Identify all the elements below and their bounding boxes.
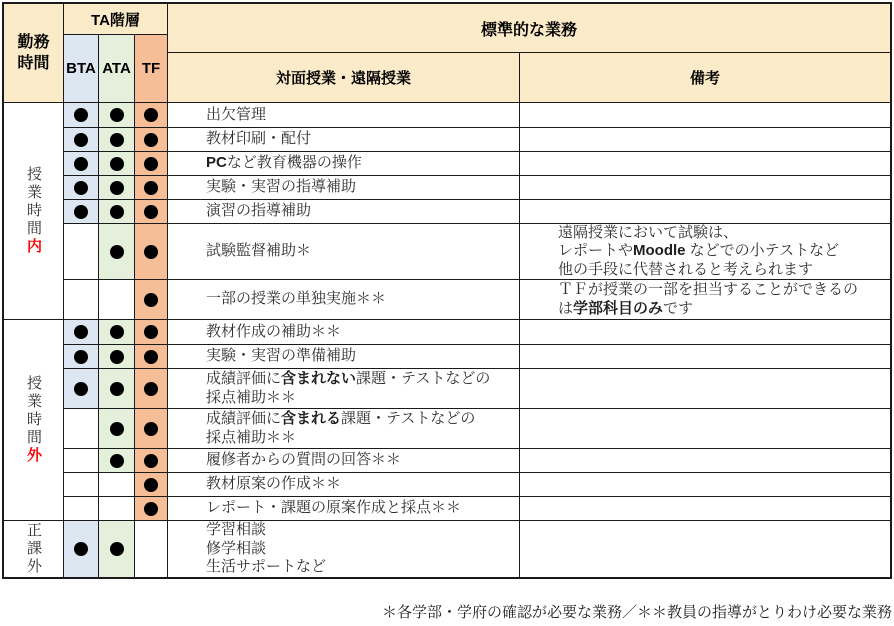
dot-marker <box>74 108 88 122</box>
text-segment: 採点補助＊＊ <box>206 428 297 446</box>
level-cell-tf <box>135 176 168 199</box>
remark-cell <box>520 497 890 520</box>
text-segment: 教材作成の補助＊＊ <box>206 322 342 340</box>
duty-row <box>64 223 890 279</box>
level-cell-tf <box>135 369 168 408</box>
work-time-header <box>4 4 64 102</box>
task-line <box>206 429 513 448</box>
text-segment: 正課外 <box>25 522 42 576</box>
level-cell-bta <box>64 280 99 319</box>
level-header-bta: BTA <box>64 35 99 102</box>
text-segment: 他の手段に代替されると考えられます <box>558 260 814 278</box>
footnote: ＊各学部・学府の確認が必要な業務／＊＊教員の指導がとりわけ必要な業務 <box>381 604 892 621</box>
remark-cell <box>520 200 890 223</box>
standard-duties-block <box>168 4 890 102</box>
dot-marker <box>144 157 158 171</box>
level-cell-tf <box>135 521 168 577</box>
level-cell-bta <box>64 409 99 448</box>
text-segment: 学習相談 <box>206 521 267 539</box>
task-cell <box>168 473 520 496</box>
remark-line <box>558 261 884 280</box>
text-segment: 外 <box>25 447 42 465</box>
remark-cell <box>520 152 890 175</box>
duty-row <box>64 344 890 368</box>
task-line <box>206 389 513 408</box>
level-cell-ata <box>99 224 135 279</box>
dot-marker <box>144 133 158 147</box>
level-cell-tf <box>135 224 168 279</box>
task-line <box>206 106 513 125</box>
level-cell-tf <box>135 320 168 344</box>
level-cell-bta <box>64 152 99 175</box>
ta-level-headers <box>64 35 168 102</box>
dot-marker <box>74 382 88 396</box>
dot-marker <box>110 382 124 396</box>
task-cell <box>168 128 520 151</box>
task-line <box>206 558 513 577</box>
duty-group <box>4 520 890 577</box>
remark-line <box>558 281 884 300</box>
task-line <box>206 499 513 518</box>
standard-duties-header: 標準的な業務 <box>168 4 890 53</box>
dot-marker <box>144 325 158 339</box>
task-cell <box>168 409 520 448</box>
dot-marker <box>110 245 124 259</box>
level-cell-bta <box>64 320 99 344</box>
group-rows <box>64 320 890 520</box>
dot-marker <box>74 542 88 556</box>
dot-marker <box>144 382 158 396</box>
level-cell-bta <box>64 224 99 279</box>
dot-marker <box>74 157 88 171</box>
dot-marker <box>110 181 124 195</box>
dot-marker <box>110 350 124 364</box>
task-cell <box>168 449 520 472</box>
table-body <box>4 103 890 577</box>
duty-row <box>64 175 890 199</box>
task-line <box>206 290 513 309</box>
remark-line <box>558 224 884 243</box>
remark-cell <box>520 128 890 151</box>
duty-row <box>64 472 890 496</box>
table-header <box>4 4 890 103</box>
remark-cell <box>520 409 890 448</box>
duty-row <box>64 368 890 408</box>
level-cell-tf <box>135 345 168 368</box>
text-segment: 修学相談 <box>206 539 267 557</box>
ta-hierarchy-header: TA階層 <box>64 4 168 35</box>
dot-marker <box>144 422 158 436</box>
task-line <box>206 178 513 197</box>
ta-duties-table <box>2 2 892 579</box>
duty-row <box>64 103 890 127</box>
level-cell-tf <box>135 152 168 175</box>
level-cell-bta <box>64 497 99 520</box>
text-segment: 一部の授業の単独実施＊＊ <box>206 290 387 308</box>
level-cell-ata <box>99 280 135 319</box>
duty-row <box>64 320 890 344</box>
text-segment: 演習の指導補助 <box>206 202 312 220</box>
text-segment: レポート・課題の原案作成と採点＊＊ <box>206 499 462 517</box>
remark-cell <box>520 224 890 279</box>
text-segment: PC <box>206 154 227 172</box>
group-label <box>4 103 64 319</box>
dot-marker <box>144 350 158 364</box>
duty-row <box>64 448 890 472</box>
level-cell-tf <box>135 200 168 223</box>
dot-marker <box>110 542 124 556</box>
level-cell-tf <box>135 280 168 319</box>
duty-row <box>64 151 890 175</box>
remark-line <box>558 242 884 261</box>
text-segment: レポートや <box>558 242 634 260</box>
level-cell-bta <box>64 176 99 199</box>
text-segment: は <box>558 299 574 317</box>
dot-marker <box>74 133 88 147</box>
dot-marker <box>144 181 158 195</box>
level-cell-tf <box>135 128 168 151</box>
text-segment: です <box>663 299 694 317</box>
task-cell <box>168 345 520 368</box>
duty-group <box>4 103 890 319</box>
text-segment: 内 <box>25 238 42 256</box>
level-cell-bta <box>64 345 99 368</box>
level-cell-ata <box>99 521 135 577</box>
text-segment: Moodle <box>633 242 686 260</box>
text-segment: 成績評価に <box>206 410 282 427</box>
remark-cell <box>520 369 890 408</box>
level-cell-ata <box>99 320 135 344</box>
level-cell-ata <box>99 152 135 175</box>
task-line <box>206 323 513 342</box>
level-cell-tf <box>135 409 168 448</box>
level-cell-ata <box>99 497 135 520</box>
task-cell <box>168 521 520 577</box>
dot-marker <box>144 205 158 219</box>
text-segment: 授業時間 <box>25 375 42 447</box>
ta-hierarchy-block <box>64 4 168 102</box>
level-cell-bta <box>64 521 99 577</box>
level-cell-ata <box>99 473 135 496</box>
task-line <box>206 370 513 389</box>
level-cell-ata <box>99 345 135 368</box>
remark-cell <box>520 280 890 319</box>
task-line <box>206 347 513 366</box>
remarks-column-header: 備考 <box>520 53 890 102</box>
duty-group <box>4 319 890 520</box>
dot-marker <box>74 325 88 339</box>
group-rows <box>64 521 890 577</box>
dot-marker <box>74 181 88 195</box>
task-line <box>206 202 513 221</box>
task-cell <box>168 176 520 199</box>
text-segment: ＴＦが授業の一部を担当することができるの <box>558 281 859 298</box>
task-cell <box>168 200 520 223</box>
task-cell <box>168 280 520 319</box>
task-cell <box>168 224 520 279</box>
duty-row <box>64 496 890 520</box>
duty-row <box>64 521 890 577</box>
level-cell-bta <box>64 103 99 127</box>
text-segment: 含まれる <box>281 410 342 427</box>
remark-cell <box>520 103 890 127</box>
remark-cell <box>520 320 890 344</box>
task-line <box>206 154 513 173</box>
remark-cell <box>520 473 890 496</box>
dot-marker <box>110 422 124 436</box>
level-cell-ata <box>99 409 135 448</box>
text-segment: 課題・テストなどの <box>341 410 476 427</box>
text-segment: 学部科目のみ <box>573 299 664 317</box>
level-header-ata: ATA <box>99 35 135 102</box>
remark-cell <box>520 345 890 368</box>
task-line <box>206 521 513 540</box>
level-cell-ata <box>99 176 135 199</box>
level-cell-ata <box>99 200 135 223</box>
level-cell-ata <box>99 128 135 151</box>
level-cell-bta <box>64 449 99 472</box>
dot-marker <box>110 454 124 468</box>
text-segment: など教育機器の操作 <box>226 154 362 172</box>
task-line <box>206 242 513 261</box>
dot-marker <box>144 245 158 259</box>
work-time-label-line1: 勤務 <box>17 34 50 51</box>
task-cell <box>168 369 520 408</box>
level-cell-ata <box>99 369 135 408</box>
dot-marker <box>110 325 124 339</box>
dot-marker <box>110 205 124 219</box>
text-segment: 教材原案の作成＊＊ <box>206 475 342 493</box>
level-cell-tf <box>135 497 168 520</box>
text-segment: 含まれない <box>281 370 357 387</box>
level-cell-bta <box>64 369 99 408</box>
remark-cell <box>520 449 890 472</box>
work-time-label-line2: 時間 <box>17 55 50 72</box>
level-cell-bta <box>64 200 99 223</box>
text-segment: 遠隔授業において試験は、 <box>558 223 739 241</box>
dot-marker <box>144 454 158 468</box>
duty-row <box>64 127 890 151</box>
dot-marker <box>74 350 88 364</box>
text-segment: 履修者からの質問の回答＊＊ <box>206 451 402 469</box>
text-segment: 採点補助＊＊ <box>206 388 297 406</box>
text-segment: などでの小テストなど <box>685 242 840 260</box>
duty-column-header: 対面授業・遠隔授業 <box>168 53 520 102</box>
text-segment: 実験・実習の指導補助 <box>206 178 357 196</box>
task-cell <box>168 497 520 520</box>
text-segment: 課題・テストなどの <box>356 370 491 387</box>
group-label <box>4 320 64 520</box>
level-cell-tf <box>135 103 168 127</box>
text-segment: 試験監督補助＊ <box>206 242 312 260</box>
level-cell-ata <box>99 103 135 127</box>
duty-row <box>64 279 890 319</box>
dot-marker <box>74 205 88 219</box>
text-segment: 出欠管理 <box>206 105 267 123</box>
group-label <box>4 521 64 577</box>
remark-cell <box>520 521 890 577</box>
level-cell-bta <box>64 473 99 496</box>
level-cell-tf <box>135 473 168 496</box>
task-line <box>206 451 513 470</box>
level-cell-ata <box>99 449 135 472</box>
task-cell <box>168 103 520 127</box>
task-line <box>206 130 513 149</box>
dot-marker <box>110 157 124 171</box>
remark-line <box>558 300 884 319</box>
text-segment: 成績評価に <box>206 370 282 387</box>
remark-cell <box>520 176 890 199</box>
group-rows <box>64 103 890 319</box>
duty-row <box>64 199 890 223</box>
dot-marker <box>144 478 158 492</box>
task-line <box>206 410 513 429</box>
text-segment: 実験・実習の準備補助 <box>206 347 357 365</box>
text-segment: 教材印刷・配付 <box>206 130 312 148</box>
task-cell <box>168 152 520 175</box>
task-line <box>206 475 513 494</box>
dot-marker <box>144 293 158 307</box>
level-cell-tf <box>135 449 168 472</box>
task-cell <box>168 320 520 344</box>
dot-marker <box>144 502 158 516</box>
text-segment: 授業時間 <box>25 166 42 238</box>
duty-row <box>64 408 890 448</box>
text-segment: 生活サポートなど <box>206 558 327 576</box>
dot-marker <box>144 108 158 122</box>
dot-marker <box>110 108 124 122</box>
duty-subheaders <box>168 53 890 102</box>
level-header-tf: TF <box>135 35 168 102</box>
task-line <box>206 540 513 559</box>
level-cell-bta <box>64 128 99 151</box>
dot-marker <box>110 133 124 147</box>
